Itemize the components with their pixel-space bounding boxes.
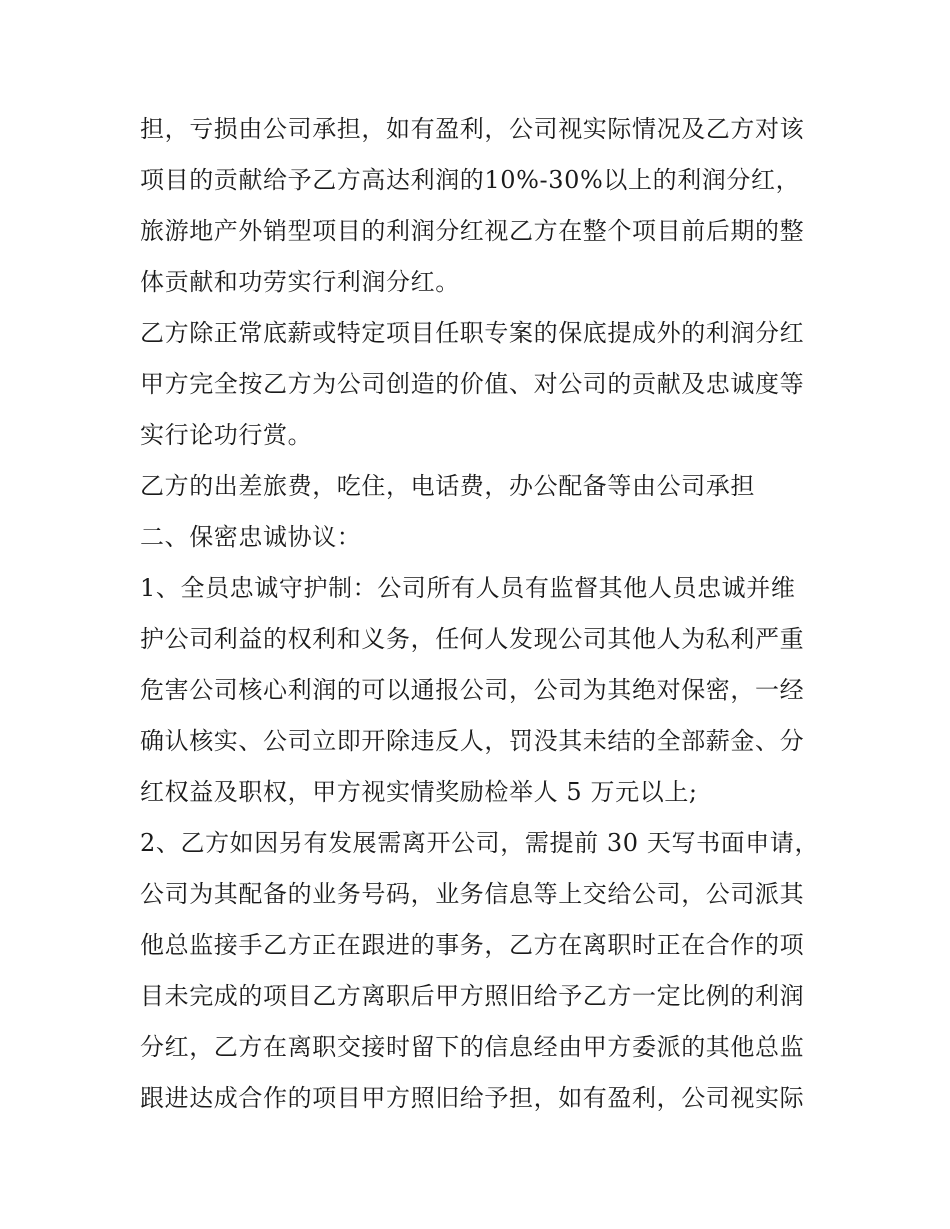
text-line: 项目的贡献给予乙方高达利润的10%-30%以上的利润分红， xyxy=(140,166,801,194)
text-line: 2、乙方如因另有发展需离开公司，需提前 30 天写书面申请， xyxy=(140,829,820,857)
text-line: 危害公司核心利润的可以通报公司，公司为其绝对保密，一经 xyxy=(140,676,805,704)
text-line: 甲方完全按乙方为公司创造的价值、对公司的贡献及忠诚度等 xyxy=(140,370,805,398)
text-line: 乙方的出差旅费，吃住，电话费，办公配备等由公司承担 xyxy=(140,472,755,500)
text-line: 分红，乙方在离职交接时留下的信息经由甲方委派的其他总监 xyxy=(140,1033,805,1061)
text-line: 旅游地产外销型项目的利润分红视乙方在整个项目前后期的整 xyxy=(140,217,805,245)
text-line: 公司为其配备的业务号码，业务信息等上交给公司，公司派其 xyxy=(140,880,805,908)
text-line: 体贡献和功劳实行利润分红。 xyxy=(140,268,460,296)
text-line: 实行论功行赏。 xyxy=(140,421,313,449)
text-line: 担，亏损由公司承担，如有盈利，公司视实际情况及乙方对该 xyxy=(140,115,805,143)
text-line: 他总监接手乙方正在跟进的事务，乙方在离职时正在合作的项 xyxy=(140,931,805,959)
text-line: 1、全员忠诚守护制：公司所有人员有监督其他人员忠诚并维 xyxy=(140,574,796,602)
section-heading: 二、保密忠诚协议： xyxy=(140,523,362,551)
text-line: 乙方除正常底薪或特定项目任职专案的保底提成外的利润分红 xyxy=(140,319,805,347)
text-line: 目未完成的项目乙方离职后甲方照旧给予乙方一定比例的利润 xyxy=(140,982,805,1010)
document-body xyxy=(140,104,820,1124)
text-line: 红权益及职权，甲方视实情奖励检举人 5 万元以上; xyxy=(140,778,698,806)
text-line: 护公司利益的权利和义务，任何人发现公司其他人为私利严重 xyxy=(140,625,805,653)
text-line: 跟进达成合作的项目甲方照旧给予担，如有盈利，公司视实际 xyxy=(140,1084,805,1112)
text-line: 确认核实、公司立即开除违反人，罚没其未结的全部薪金、分 xyxy=(140,727,805,755)
